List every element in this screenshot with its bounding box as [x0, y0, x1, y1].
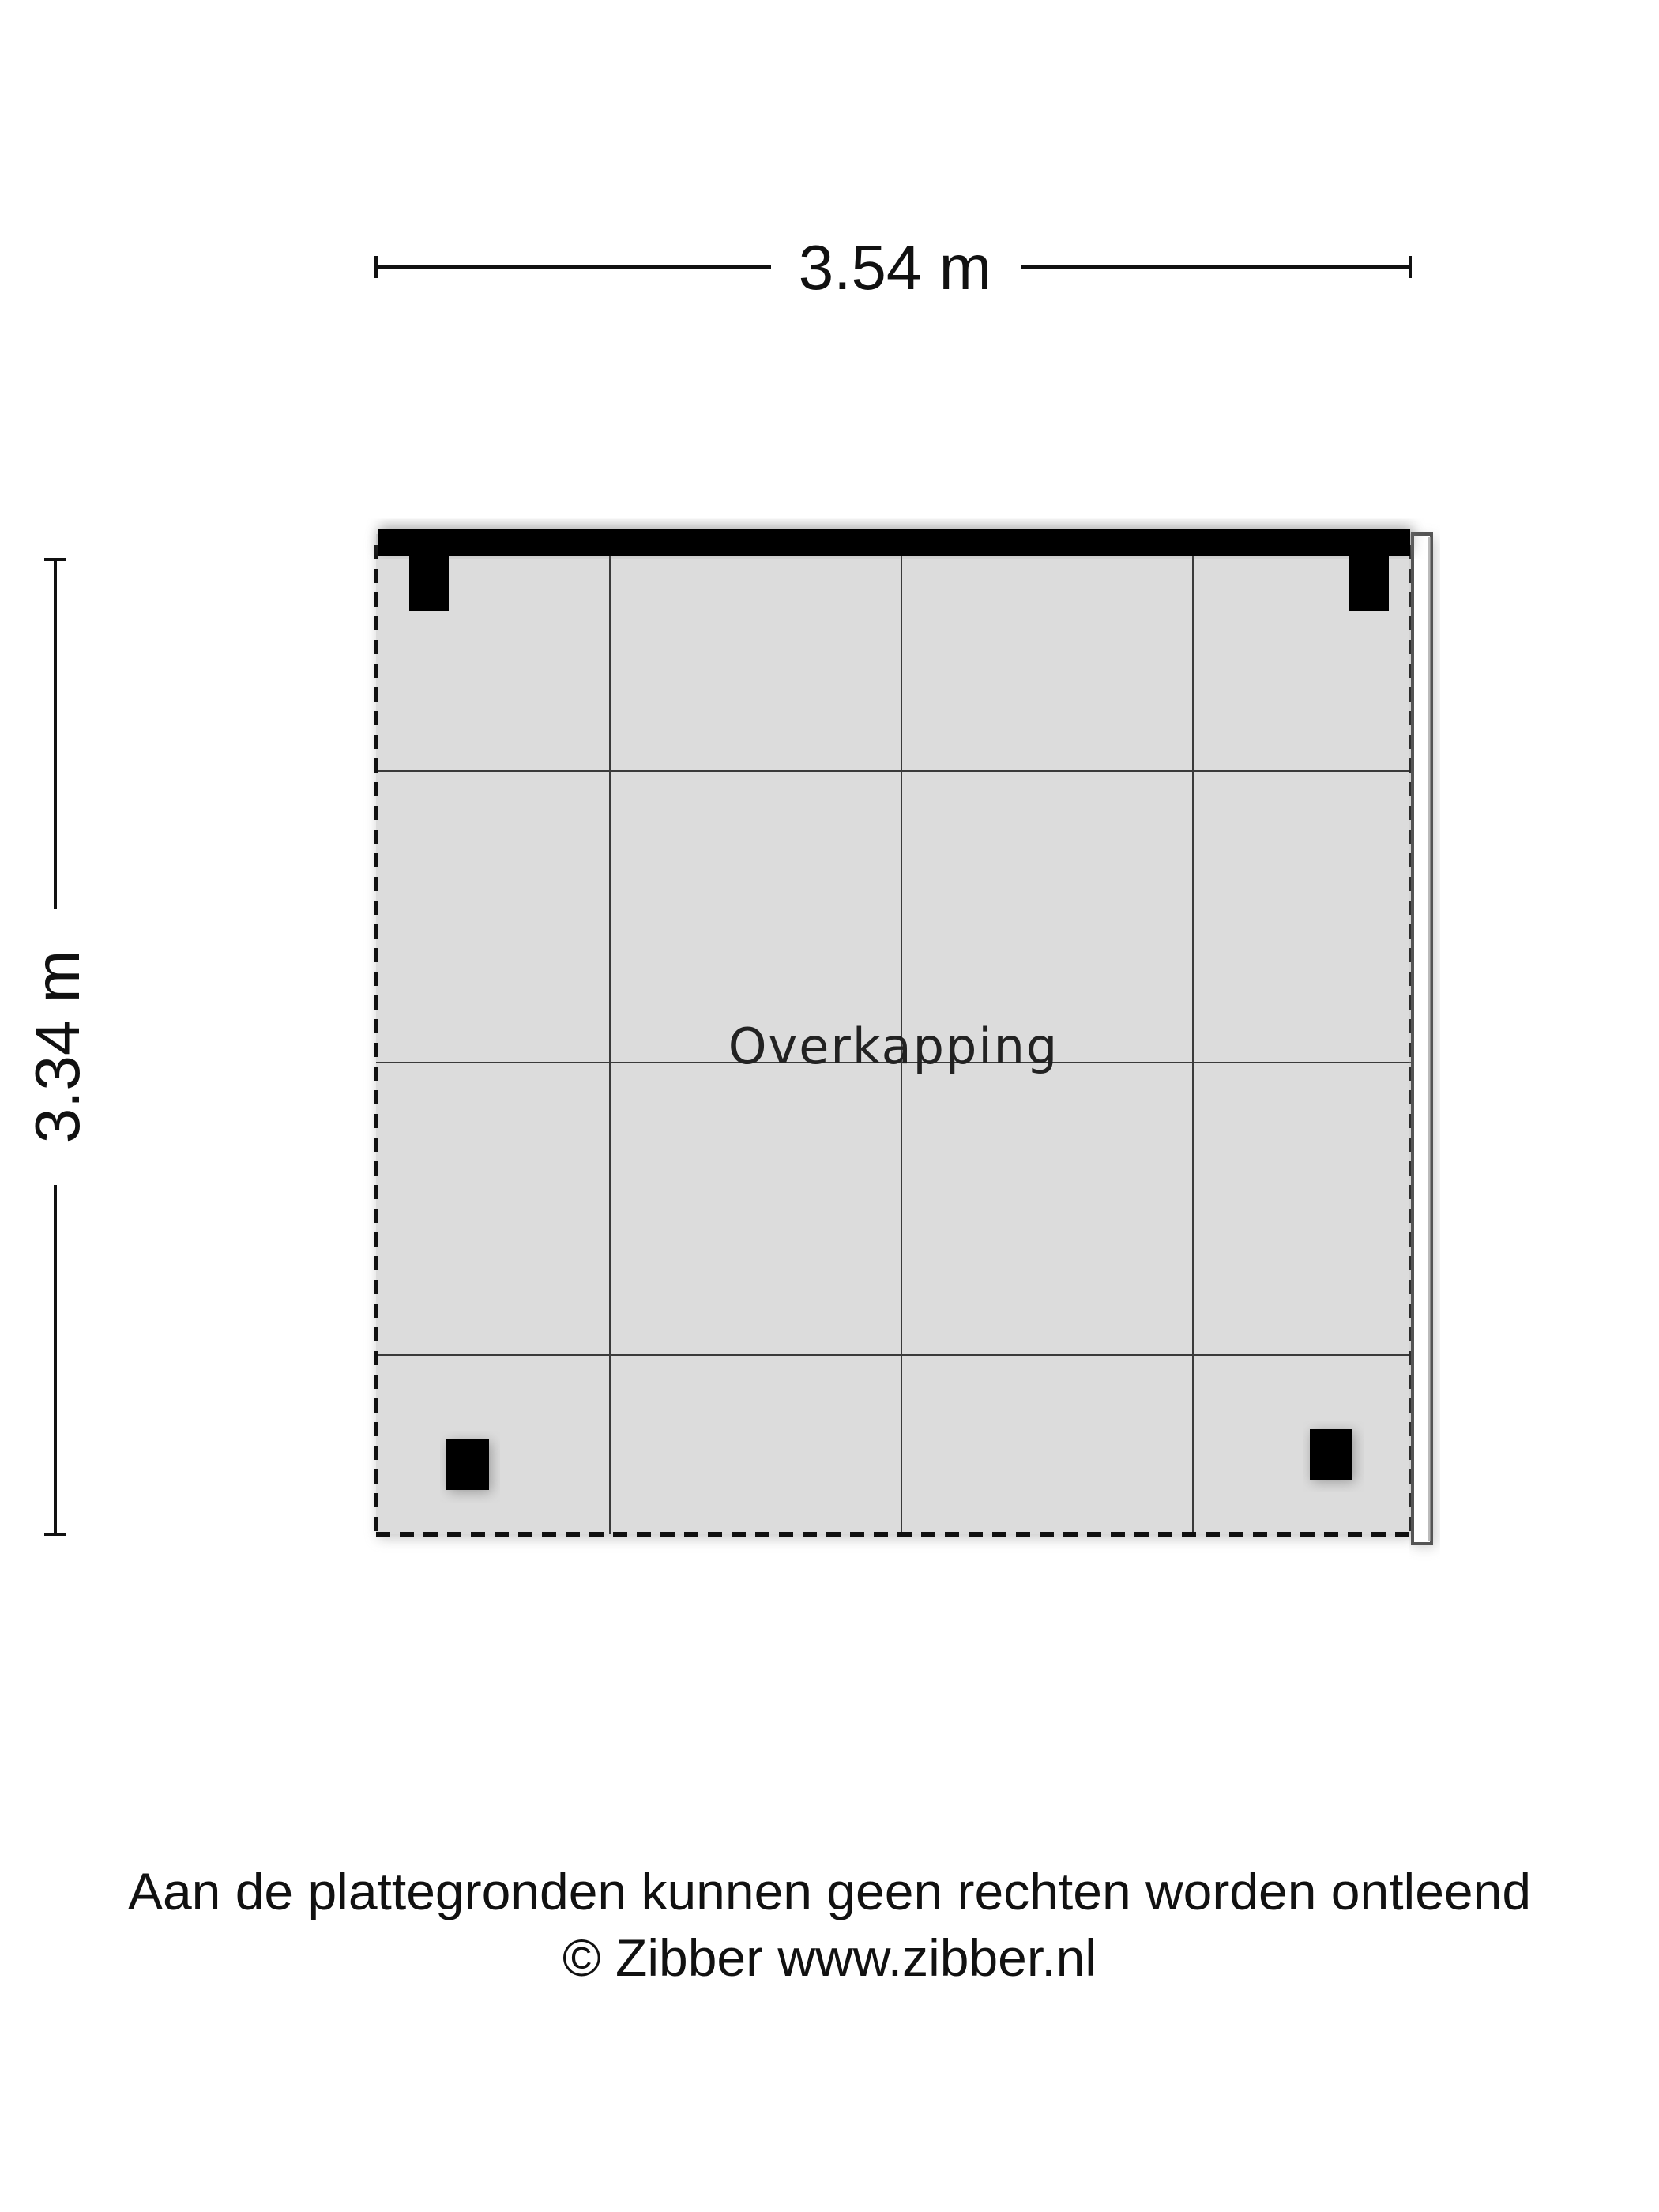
width-dimension: [376, 232, 1410, 303]
copyright-text: © Zibber www.zibber.nl: [562, 1928, 1097, 1987]
post-bottom-right: [1310, 1429, 1352, 1480]
room-label: Overkapping: [728, 1018, 1059, 1075]
disclaimer-text: Aan de plattegronden kunnen geen rechten worden ontleend: [127, 1862, 1532, 1920]
width-label: 3.54 m: [798, 232, 992, 303]
post-top-right: [1349, 553, 1389, 611]
height-label: 3.34 m: [22, 950, 92, 1144]
side-glass-panel: [1413, 534, 1435, 1547]
post-top-left: [409, 553, 449, 611]
post-bottom-left: [446, 1439, 489, 1490]
top-wall-beam: [378, 525, 1413, 556]
height-dimension: [22, 559, 92, 1534]
